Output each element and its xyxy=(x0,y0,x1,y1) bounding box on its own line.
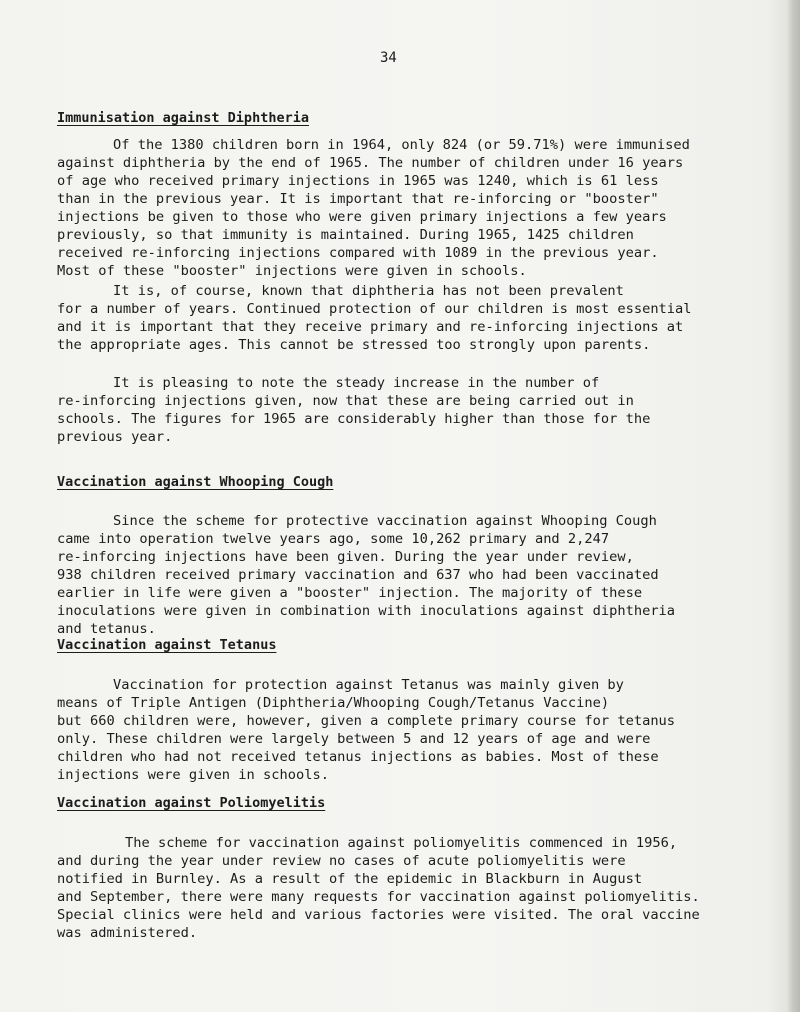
text-line: re-inforcing injections have been given. During the year under review, xyxy=(57,549,634,565)
section-diphtheria xyxy=(57,110,309,126)
paragraph xyxy=(57,374,650,446)
text-line: schools. The figures for 1965 are considerably higher than those for the xyxy=(57,411,651,427)
text-line: for a number of years. Continued protection of our children is most essential xyxy=(57,301,692,317)
text-line: notified in Burnley. As a result of the epidemic in Blackburn in August xyxy=(57,871,643,887)
text-line: re-inforcing injections given, now that these are being carried out in xyxy=(57,393,634,409)
text-line: Special clinics were held and various factories were visited. The oral vaccine xyxy=(57,907,700,923)
text-line: children who had not received tetanus injections as babies. Most of these xyxy=(57,749,659,765)
text-line: was administered. xyxy=(57,925,198,941)
text-line: came into operation twelve years ago, some 10,262 primary and 2,247 xyxy=(57,531,610,547)
text-line: Vaccination for protection against Tetanus was mainly given by xyxy=(113,677,624,693)
paragraph xyxy=(57,136,690,280)
section-tetanus xyxy=(57,637,276,653)
text-line: received re-inforcing injections compared with 1089 in the previous year. xyxy=(57,245,659,261)
text-line: than in the previous year. It is important that re-inforcing or "booster" xyxy=(57,191,659,207)
text-line: injections were given in schools. xyxy=(57,767,329,783)
text-line: injections be given to those who were given primary injections a few years xyxy=(57,209,667,225)
text-line: the appropriate ages. This cannot be stressed too strongly upon parents. xyxy=(57,337,651,353)
text-line: only. These children were largely between 5 and 12 years of age and were xyxy=(57,731,651,747)
paragraph xyxy=(57,834,700,942)
section-heading: Immunisation against Diphtheria xyxy=(57,110,309,126)
paragraph xyxy=(57,676,675,784)
text-line: Since the scheme for protective vaccination against Whooping Cough xyxy=(113,513,657,529)
text-line: but 660 children were, however, given a complete primary course for tetanus xyxy=(57,713,676,729)
text-line: It is, of course, known that diphtheria has not been prevalent xyxy=(113,283,624,299)
section-poliomyelitis xyxy=(57,795,325,811)
text-line: means of Triple Antigen (Diphtheria/Whooping Cough/Tetanus Vaccine) xyxy=(57,695,610,711)
text-line: Most of these "booster" injections were given in schools. xyxy=(57,263,527,279)
text-line: previously, so that immunity is maintained. During 1965, 1425 children xyxy=(57,227,634,243)
section-heading: Vaccination against Tetanus xyxy=(57,637,277,653)
text-line: earlier in life were given a "booster" injection. The majority of these xyxy=(57,585,643,601)
text-line: The scheme for vaccination against poliomyelitis commenced in 1956, xyxy=(125,835,678,851)
section-heading: Vaccination against Poliomyelitis xyxy=(57,795,326,811)
text-line: and during the year under review no cases of acute poliomyelitis were xyxy=(57,853,626,869)
section-heading: Vaccination against Whooping Cough xyxy=(57,474,334,490)
paragraph xyxy=(57,282,692,354)
text-line: Of the 1380 children born in 1964, only 824 (or 59.71%) were immunised xyxy=(113,137,690,153)
text-line: and tetanus. xyxy=(57,621,156,637)
text-line: previous year. xyxy=(57,429,173,445)
section-whooping-cough xyxy=(57,474,333,490)
text-line: inoculations were given in combination with inoculations against diphtheria xyxy=(57,603,676,619)
text-line: against diphtheria by the end of 1965. The number of children under 16 years xyxy=(57,155,684,171)
text-line: and it is important that they receive primary and re-inforcing injections at xyxy=(57,319,684,335)
text-line: and September, there were many requests for vaccination against poliomyelitis. xyxy=(57,889,700,905)
page-number: 34 xyxy=(380,50,397,66)
text-line: It is pleasing to note the steady increase in the number of xyxy=(113,375,600,391)
paragraph xyxy=(57,512,675,638)
text-line: 938 children received primary vaccination and 637 who had been vaccinated xyxy=(57,567,659,583)
page-edge-shadow xyxy=(786,0,800,1012)
text-line: of age who received primary injections in 1965 was 1240, which is 61 less xyxy=(57,173,659,189)
